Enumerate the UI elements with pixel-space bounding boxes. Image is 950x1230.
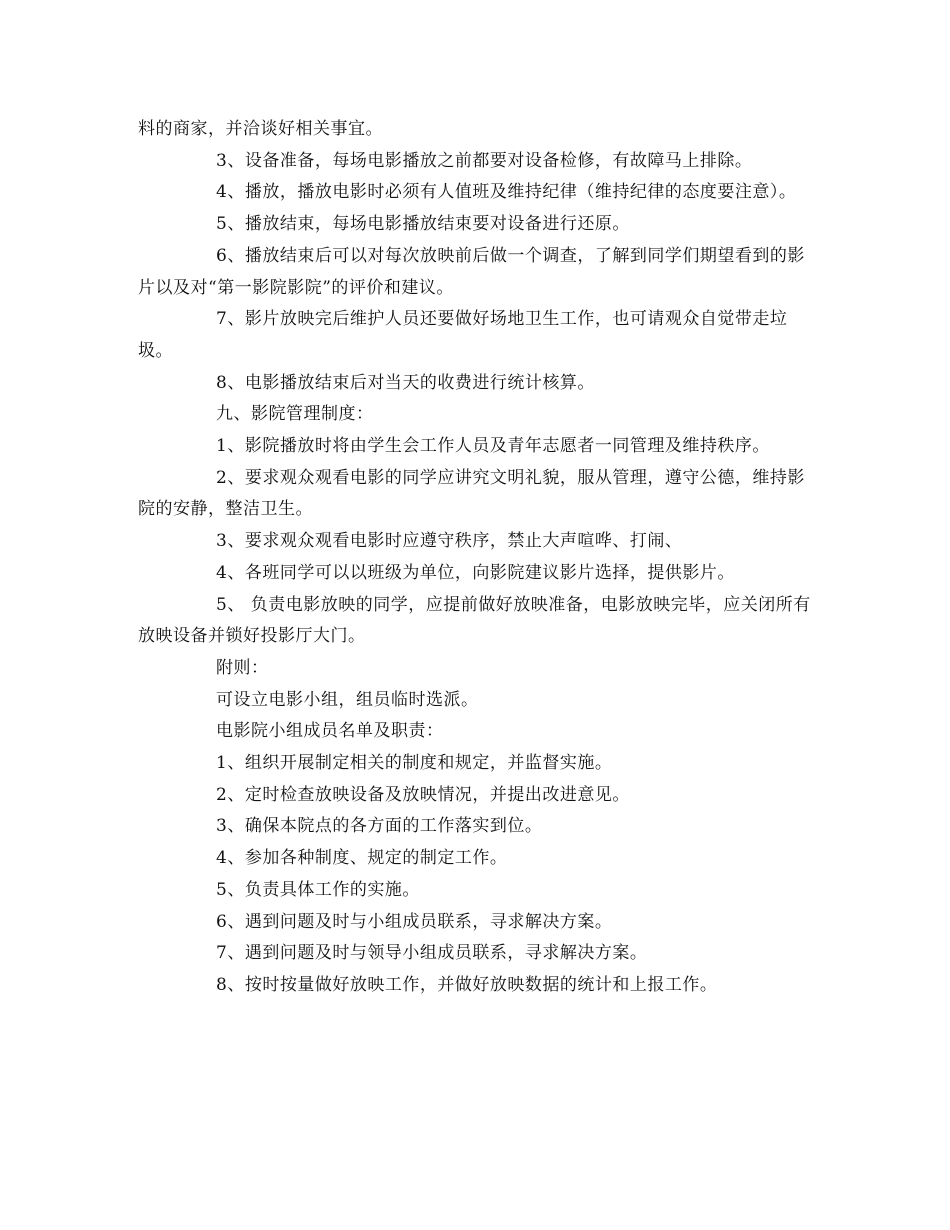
rule-item-1: 1、影院播放时将由学生会工作人员及青年志愿者一同管理及维持秩序。 <box>216 436 770 457</box>
group-duties-heading: 电影院小组成员名单及职责： <box>216 721 444 742</box>
section-heading-management: 九、影院管理制度： <box>216 404 374 425</box>
rule-item-3: 3、要求观众观看电影时应遵守秩序，禁止大声喧哗、打闹、 <box>216 531 683 552</box>
paragraph-item-4-playback: 4、播放，播放电影时必须有人值班及维持纪律（维持纪律的态度要注意）。 <box>216 182 797 203</box>
document-body <box>138 114 813 1002</box>
duty-item-4: 4、参加各种制度、规定的制定工作。 <box>216 848 508 869</box>
duty-item-3: 3、确保本院点的各方面的工作落实到位。 <box>216 816 543 837</box>
rule-item-5: 5、 负责电影放映的同学，应提前做好放映准备，电影放映完毕，应关闭所有放映设备并锁好投影厅大门。 <box>138 594 811 647</box>
appendix-note: 可设立电影小组，组员临时选派。 <box>216 689 479 710</box>
paragraph-continuation: 料的商家，并洽谈好相关事宜。 <box>138 119 383 139</box>
duty-item-7: 7、遇到问题及时与领导小组成员联系，寻求解决方案。 <box>216 943 648 964</box>
duty-item-2: 2、定时检查放映设备及放映情况，并提出改进意见。 <box>216 784 630 805</box>
rule-item-4: 4、各班同学可以以班级为单位，向影院建议影片选择，提供影片。 <box>216 562 735 583</box>
paragraph-item-6-survey: 6、播放结束后可以对每次放映前后做一个调查，了解到同学们期望看到的影片以及对“第一影院影院”的评价和建议。 <box>138 245 805 298</box>
rule-item-2: 2、要求观众观看电影的同学应讲究文明礼貌，服从管理，遵守公德，维持影院的安静，整洁卫生。 <box>138 467 805 520</box>
duty-item-6: 6、遇到问题及时与小组成员联系，寻求解决方案。 <box>216 911 613 932</box>
paragraph-item-8-accounting: 8、电影播放结束后对当天的收费进行统计核算。 <box>216 372 595 393</box>
duty-item-5: 5、负责具体工作的实施。 <box>216 879 420 900</box>
paragraph-item-3-equipment: 3、设备准备，每场电影播放之前都要对设备检修，有故障马上排除。 <box>216 150 753 171</box>
duty-item-8: 8、按时按量做好放映工作，并做好放映数据的统计和上报工作。 <box>216 974 718 995</box>
duty-item-1: 1、组织开展制定相关的制度和规定，并监督实施。 <box>216 753 613 774</box>
appendix-heading: 附则： <box>216 657 269 678</box>
paragraph-item-5-end: 5、播放结束，每场电影播放结束要对设备进行还原。 <box>216 214 630 235</box>
paragraph-item-7-cleaning: 7、影片放映完后维护人员还要做好场地卫生工作，也可请观众自觉带走垃圾。 <box>138 309 788 361</box>
